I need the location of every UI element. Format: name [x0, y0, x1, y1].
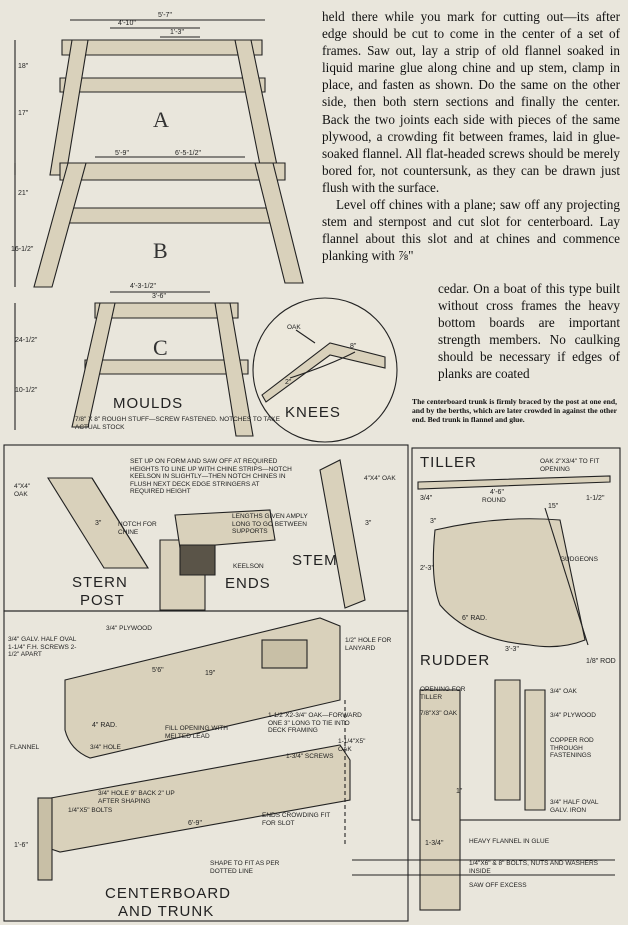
- rudder-label-2: 7/8"X3" OAK: [420, 710, 458, 717]
- rudder-dim-4: 3'-3": [505, 646, 519, 653]
- mould-letter-b: B: [153, 238, 168, 263]
- rudder-title: RUDDER: [420, 652, 491, 669]
- cb-galv-label: 3/4" GALV. HALF OVAL 1-1/4" F.H. SCREWS 2-1/2" APART: [8, 636, 77, 658]
- tiller-oak-label: OAK 2"X3/4" TO FIT OPENING: [540, 458, 600, 473]
- cb-saw-label: SAW OFF EXCESS: [469, 882, 527, 889]
- rudder-dim-2: 2'-3": [420, 565, 434, 572]
- rudder-label-4: COPPER ROD THROUGH FASTENINGS: [550, 737, 594, 759]
- cb-screws-label: 1-3/4" SCREWS: [286, 753, 334, 760]
- ends-title: ENDS: [225, 575, 271, 592]
- cb-lanyard-label: 1/2" HOLE FOR LANYARD: [345, 637, 392, 652]
- mould-b-drawing: [15, 157, 303, 287]
- mould-dim-12: 10-1/2": [15, 387, 38, 394]
- paragraph-1: held there while you mark for cutting out—its after edge should be cut to come in the center of a set of frames. Saw out, lay a strip of old flannel soaked in liquid marine glue along chine and up stem, clamp in place, and fasten as shown. Do the same on the other side, then both stern sections and finally the center. Back the two joints each side with pieces of the same plywood, a crowding fit between frames, laid in glue-soaked flannel. All flat-headed screws should be merely bored for, not countersunk, as they can be drawn just flush with the surface.: [322, 9, 620, 195]
- centerboard-title: CENTERBOARD: [105, 885, 232, 902]
- stem-dim-1: 3": [365, 520, 372, 527]
- paragraph-2-narrow: cedar. On a boat of this type built without cross frames the heavy bottom boards are important strength members. No caulking should be necessary if edges of planks are coated: [438, 281, 620, 382]
- article-body: [322, 8, 620, 264]
- figure-caption: The centerboard trunk is firmly braced by the post at one end, and by the berths, which are later crowded in against the other end. Bed trunk in flannel and glue.: [412, 397, 617, 424]
- mould-dim-2: 1'-3": [170, 29, 184, 36]
- mould-dim-11: 24-1/2": [15, 337, 38, 344]
- mould-dim-7: 21": [18, 190, 29, 197]
- rudder-label-0: OPENING FOR TILLER: [420, 686, 466, 701]
- mould-dim-9: 4'-3-1/2": [130, 283, 157, 290]
- mould-dim-8: 16-1/2": [11, 246, 34, 253]
- cb-plywood-label: 3/4" PLYWOOD: [106, 625, 152, 632]
- cb-ends-crowding-label: ENDS CROWDING FIT FOR SLOT: [262, 812, 331, 827]
- notch-label: NOTCH FOR CHINE: [118, 521, 157, 536]
- cb-flannel-label: FLANNEL: [10, 744, 40, 751]
- paragraph-2-wide: Level off chines with a plane; saw off any projecting stem and sternpost and cut slot for centerboard. Lay flannel about this slot and at chines and commence planking with ⅞": [322, 197, 620, 264]
- stem-oak-label: 4"X4" OAK: [364, 475, 396, 482]
- mould-dim-4: 17": [18, 110, 29, 117]
- cb-rad-label: 4" RAD.: [92, 722, 118, 729]
- stern-oak-label: 4"X4" OAK: [14, 483, 31, 498]
- mould-dim-3: 18": [18, 63, 29, 70]
- tiller-title: TILLER: [420, 454, 477, 471]
- cb-bolts-label: 1/4"X5" BOLTS: [68, 807, 113, 814]
- keelson-label: KEELSON: [233, 563, 264, 570]
- mould-a-drawing: [15, 20, 279, 175]
- cb-fill-label: FILL OPENING WITH MELTED LEAD: [165, 725, 228, 740]
- tiller-dim-3: 1-1/2": [586, 495, 605, 502]
- cb-length2-dim: 6'-9": [188, 820, 202, 827]
- mould-dim-1: 4'-10": [118, 20, 136, 27]
- cb-shape-label: SHAPE TO FIT AS PER DOTTED LINE: [210, 860, 280, 875]
- mould-c-drawing: [15, 292, 253, 436]
- cb-flannel-glue-label: HEAVY FLANNEL IN GLUE: [469, 838, 550, 845]
- tiller-round-label: ROUND: [482, 497, 506, 504]
- knees-dim-2: 2": [285, 379, 292, 386]
- mould-letter-a: A: [153, 107, 169, 132]
- tiller-dim-1: 4'-6": [490, 489, 504, 496]
- cb-height-dim: 19": [205, 670, 216, 677]
- mould-dim-0: 5'-7": [158, 12, 172, 19]
- mould-dim-6: 6'-5-1/2": [175, 150, 202, 157]
- cb-oak-forward-label: 1-1/2"X2-3/4" OAK—FORWARD ONE 3" LONG TO TIE INTO DECK FRAMING: [268, 712, 362, 734]
- knees-oak-label: OAK: [287, 324, 301, 331]
- stem-title: STEM: [292, 552, 338, 569]
- stern-title-post: POST: [80, 592, 125, 609]
- cb-bolts2-label: 1/4"X6" & 8" BOLTS, NUTS AND WASHERS INSIDE: [469, 860, 599, 875]
- lengths-note: LENGTHS GIVEN AMPLY LONG TO GO BETWEEN SUPPORTS: [232, 513, 308, 535]
- centerboard-title-trunk: AND TRUNK: [118, 903, 215, 920]
- rudder-dim-3: 6" RAD.: [462, 615, 488, 622]
- cb-height2-dim: 1'-6": [14, 842, 28, 849]
- cb-hole-back-label: 3/4" HOLE 9" BACK 2" UP AFTER SHAPING: [98, 790, 175, 805]
- stern-title: STERN: [72, 574, 128, 591]
- rudder-dim-0: 15": [548, 503, 559, 510]
- stern-setup-note: SET UP ON FORM AND SAW OFF AT REQUIRED HEIGHTS TO LINE UP WITH CHINE STRIPS—NOTCH KEELSON IN SLIGHTLY—THEN NOTCH CHINES IN FLUSH NEXT DECK EDGE STRINGERS AT REQUIRED HEIGHT: [130, 458, 292, 495]
- mould-dim-5: 5'-9": [115, 150, 129, 157]
- cb-hole-label: 3/4" HOLE: [90, 744, 121, 751]
- rudder-dim-5: 1/8" ROD: [586, 658, 616, 665]
- rudder-label-1: 3/4" OAK: [550, 688, 577, 695]
- tiller-dim-2: 3/4": [420, 495, 433, 502]
- moulds-title: MOULDS: [113, 395, 184, 412]
- knees-title: KNEES: [285, 404, 341, 421]
- mould-dim-10: 3'-6": [152, 293, 166, 300]
- moulds-note: 7/8" X 8" ROUGH STUFF—SCREW FASTENED. NOTCHES TO TAKE ACTUAL STOCK: [75, 416, 280, 431]
- rudder-dim-1: 3": [430, 518, 437, 525]
- cb-small-dim2: 1": [456, 788, 463, 795]
- stern-dim-1: 3": [95, 520, 102, 527]
- cb-small-dim: 1-3/4": [425, 840, 444, 847]
- cb-oak-small-label: 1-1/4"X5" OAK: [338, 738, 366, 753]
- gudgeons-label: GUDGEONS: [560, 556, 598, 563]
- rudder-label-5: 3/4" HALF OVAL GALV. IRON: [550, 799, 599, 814]
- knees-dim-1: 8": [350, 343, 357, 350]
- rudder-label-3: 3/4" PLYWOOD: [550, 712, 596, 719]
- mould-letter-c: C: [153, 335, 168, 360]
- cb-length-dim: 5'6": [152, 667, 164, 674]
